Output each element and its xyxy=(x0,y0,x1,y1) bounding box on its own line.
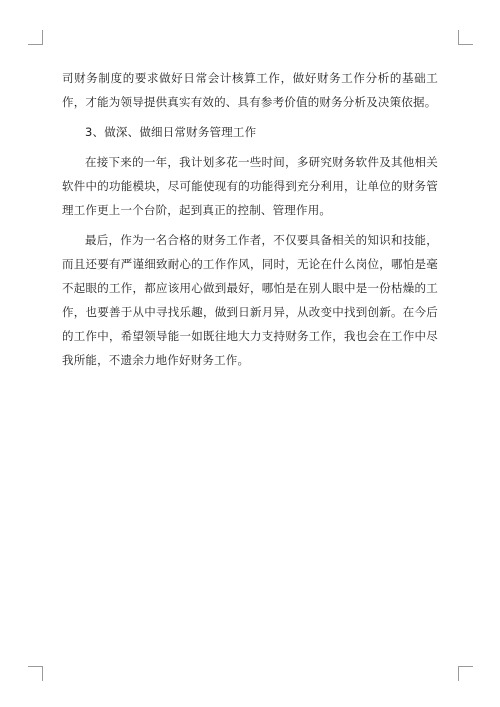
crop-mark-bottom-right xyxy=(458,666,473,681)
paragraph-plan: 在接下来的一年，我计划多花一些时间，多研究财务软件及其他相关软件中的功能模块，尽可能使现有的功能得到充分利用，让单位的财务管理工作更上一个台阶，起到真正的控制、管理作用。 xyxy=(62,155,438,217)
document-body xyxy=(62,66,438,378)
crop-mark-top-right xyxy=(458,30,473,45)
section-heading: 3、做深、做细日常财务管理工作 xyxy=(85,125,257,139)
paragraph-conclusion: 最后，作为一名合格的财务工作者，不仅要具备相关的知识和技能，而且还要有严谨细致耐心的工作作风，同时，无论在什么岗位，哪怕是毫不起眼的工作，都应该用心做到最好，哪怕是在别人眼中是一份枯燥的工作，也要善于从中寻找乐趣，做到日新月异，从改变中找到创新。在今后的工作中，希望领导能一如既往地大力支持财务工作，我也会在工作中尽我所能，不遗余力地作好财务工作。 xyxy=(62,233,438,367)
crop-mark-bottom-left xyxy=(28,666,43,681)
paragraph-continuation: 司财务制度的要求做好日常会计核算工作，做好财务工作分析的基础工作，才能为领导提供真实有效的、具有参考价值的财务分析及决策依据。 xyxy=(62,71,438,109)
crop-mark-top-left xyxy=(28,30,43,45)
